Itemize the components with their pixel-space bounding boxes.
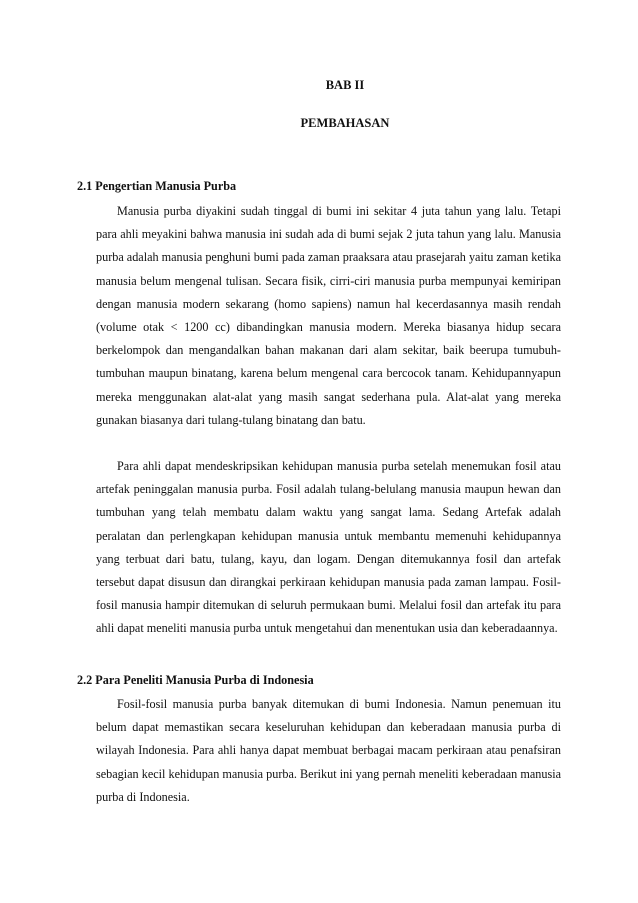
chapter-label: BAB II: [325, 78, 365, 92]
section-2-2-paragraph-1: Fosil-fosil manusia purba banyak ditemukan di bumi Indonesia. Namun penemuan itu belum dapat memastikan secara keseluruhan kehidupan dan keberadaan manusia purba di wilayah Indonesia. Para ahli hanya dapat membuat berbagai macam perkiraan atau penafsiran sebagian kecil kehidupan manusia purba. Berikut ini yang pernah meneliti keberadaan manusia purba di Indonesia.: [96, 697, 561, 804]
section-heading-2-2: 2.2 Para Peneliti Manusia Purba di Indonesia: [77, 673, 314, 687]
section-2-1-paragraph-1: Manusia purba diyakini sudah tinggal di bumi ini sekitar 4 juta tahun yang lalu. Tetapi para ahli meyakini bahwa manusia ini sudah ada di bumi sejak 2 juta tahun yang lalu. Manusia purba adalah manusia penghuni bumi pada zaman praaksara atau prasejarah yaitu zaman ketika manusia belum mengenal tulisan. Secara fisik, cirri-ciri manusia purba mempunyai kemiripan dengan manusia modern sekarang (homo sapiens) namun hal kecerdasannya masih rendah (volume otak < 1200 cc) dibandingkan manusia modern. Mereka biasanya hidup secara berkelompok dan mengandalkan bahan makanan dari alam sekitar, baik beerupa tumubuh-tumbuhan maupun binatang, karena belum mengenal cara bercocok tanam. Kehidupannyapun mereka menggunakan alat-alat yang masih sangat sederhana pula. Alat-alat yang mereka gunakan biasanya dari tulang-tulang binatang dan batu.: [96, 204, 561, 427]
section-2-1-paragraph-2: Para ahli dapat mendeskripsikan kehidupan manusia purba setelah menemukan fosil atau artefak peninggalan manusia purba. Fosil adalah tulang-belulang manusia maupun hewan dan tumbuhan yang telah membatu dalam waktu yang sangat lama. Sedang Artefak adalah peralatan dan perlengkapan kehidupan manusia untuk membantu memenuhi kehidupannya yang terbuat dari batu, tulang, kayu, dan logam. Dengan ditemukannya fosil dan artefak tersebut dapat disusun dan dirangkai perkiraan kehidupan manusia pada zaman lampau. Fosil-fosil manusia hampir ditemukan di seluruh permukaan bumi. Melalui fosil dan artefak itu para ahli dapat meneliti manusia purba untuk mengetahui dan menentukan usia dan keberadaannya.: [96, 459, 561, 636]
section-heading-2-1: 2.1 Pengertian Manusia Purba: [77, 179, 237, 193]
chapter-title: PEMBAHASAN: [300, 116, 390, 130]
